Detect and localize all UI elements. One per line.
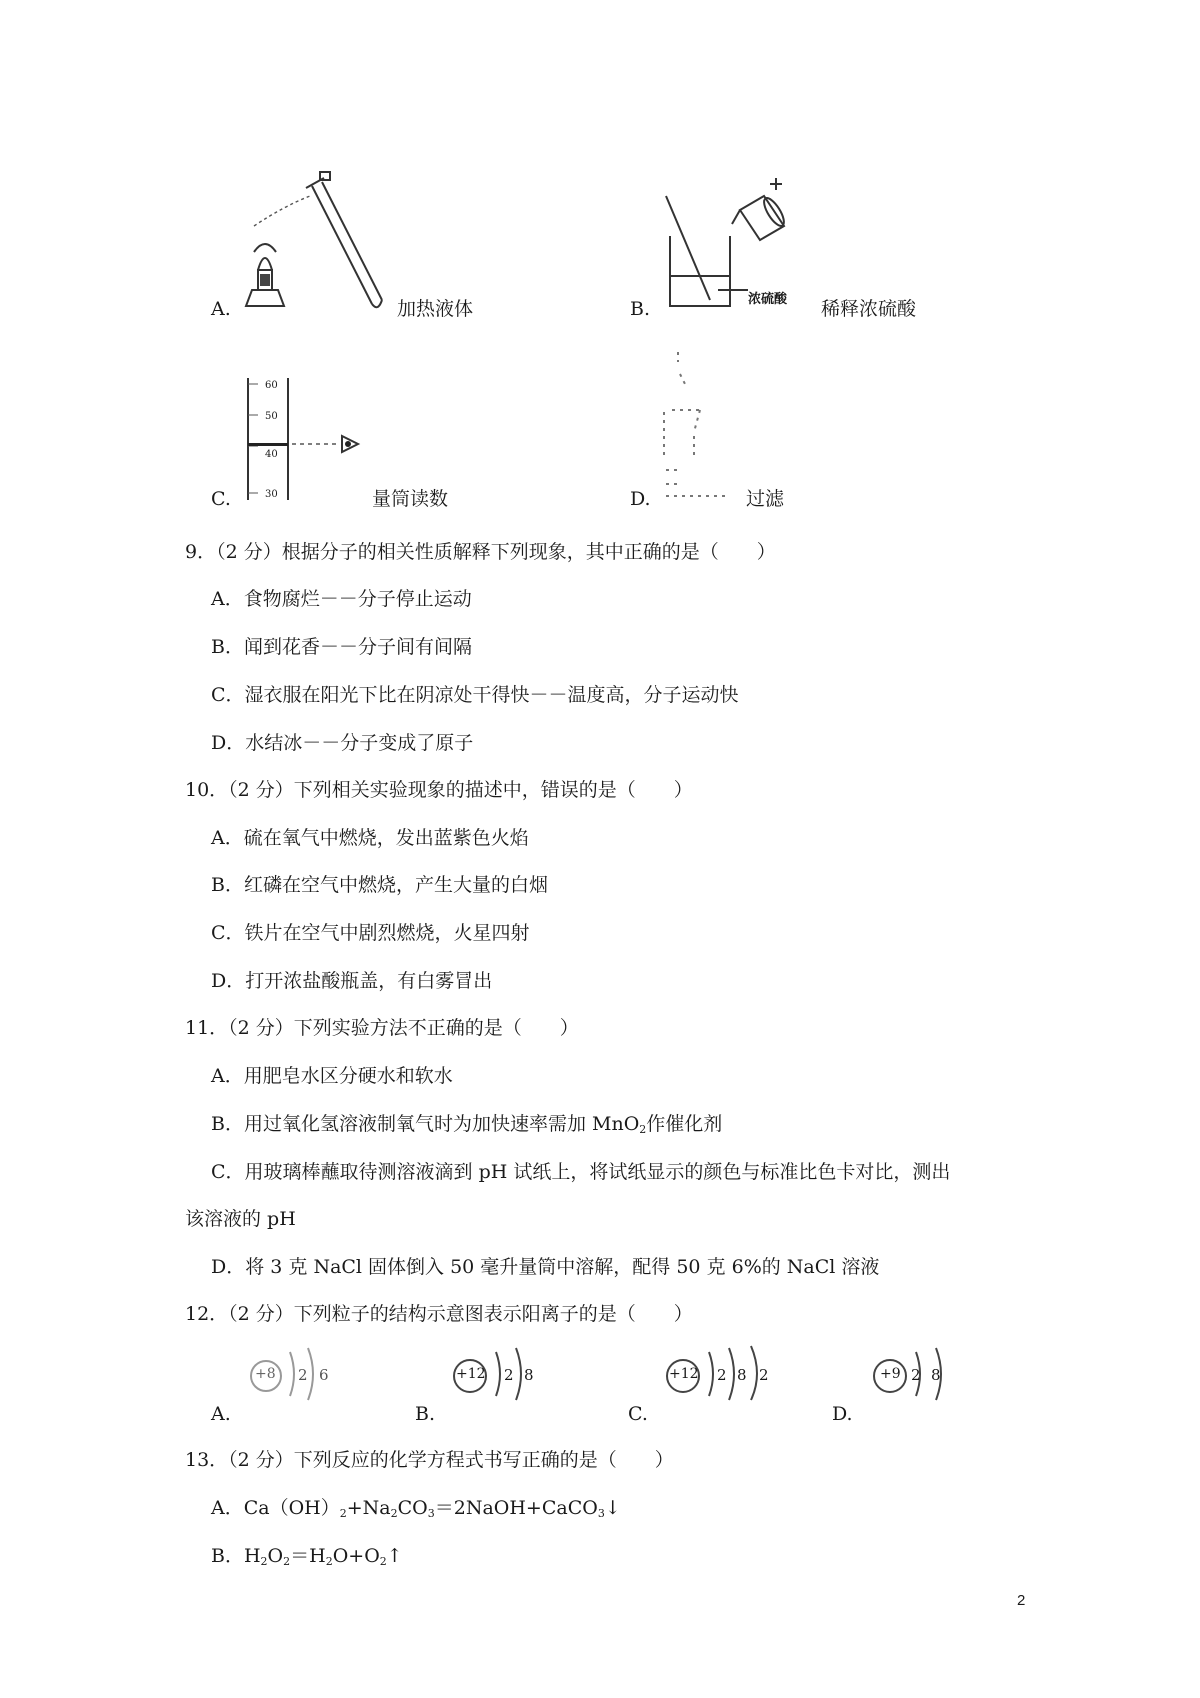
q11-option-a: A．用肥皂水区分硬水和软水 — [211, 1065, 453, 1087]
q10-option-b: B．红磷在空气中燃烧，产生大量的白烟 — [211, 874, 548, 896]
q12-d-shell-1: 2 — [911, 1366, 921, 1384]
q12-option-b-letter: B. — [415, 1403, 436, 1425]
q11-option-d: D．将 3 克 NaCl 固体倒入 50 毫升量筒中溶解，配得 50 克 6%的 NaCl 溶液 — [211, 1256, 880, 1278]
graduated-cylinder-reading-illustration — [244, 378, 384, 503]
q12-a-shell-2: 6 — [319, 1366, 329, 1384]
heating-liquid-illustration — [244, 166, 394, 316]
q12-option-a-letter: A. — [211, 1403, 231, 1425]
q12-c-shell-2: 8 — [737, 1366, 747, 1384]
q13-option-a: A．$Ca(OH)_2+Na_2CO_3=2NaOH+CaCO_3↓$ — [211, 1497, 621, 1520]
q8-option-d-letter: D. — [630, 488, 651, 510]
cylinder-scale-50: 50 — [265, 411, 278, 422]
q8-option-a-letter: A. — [211, 298, 231, 320]
q13-stem: 13．（2 分）下列反应的化学方程式书写正确的是（ ） — [185, 1449, 674, 1471]
q8-option-a-caption: 加热液体 — [397, 298, 474, 320]
q12-d-nucleus: +9 — [880, 1366, 901, 1382]
q9-option-c: C．湿衣服在阳光下比在阴凉处干得快－－温度高，分子运动快 — [211, 684, 739, 706]
cylinder-scale-40: 40 — [265, 449, 278, 460]
q8-option-c-letter: C. — [211, 488, 231, 510]
q9-stem: 9．（2 分）根据分子的相关性质解释下列现象，其中正确的是（ ） — [185, 541, 776, 563]
q10-option-a: A．硫在氧气中燃烧，发出蓝紫色火焰 — [211, 827, 529, 849]
q12-d-shell-2: 8 — [931, 1366, 941, 1384]
cylinder-scale-60: 60 — [265, 380, 278, 391]
q12-option-c-letter: C. — [628, 1403, 648, 1425]
q10-stem: 10．（2 分）下列相关实验现象的描述中，错误的是（ ） — [185, 779, 693, 801]
page-number: 2 — [1017, 1592, 1026, 1609]
q12-stem: 12．（2 分）下列粒子的结构示意图表示阳离子的是（ ） — [185, 1303, 693, 1325]
q12-b-shell-1: 2 — [504, 1366, 514, 1384]
q11-stem: 11．（2 分）下列实验方法不正确的是（ ） — [185, 1017, 579, 1039]
q10-option-c: C．铁片在空气中剧烈燃烧，火星四射 — [211, 922, 530, 944]
q8-option-d-caption: 过滤 — [746, 488, 785, 510]
filtration-illustration — [660, 352, 740, 502]
q12-b-shell-2: 8 — [524, 1366, 534, 1384]
q11-option-c: C．用玻璃棒蘸取待测溶液滴到 pH 试纸上，将试纸显示的颜色与标准比色卡对比，测出 — [211, 1161, 951, 1183]
q9-option-d: D．水结冰－－分子变成了原子 — [211, 732, 474, 754]
q9-option-b: B．闻到花香－－分子间有间隔 — [211, 636, 472, 658]
cylinder-scale-30: 30 — [265, 489, 278, 500]
dilute-sulfuric-acid-illustration — [660, 176, 830, 316]
q11-option-b: B．用过氧化氢溶液制氧气时为加快速率需加 MnO$_2$作催化剂 — [211, 1113, 723, 1136]
q9-option-a: A．食物腐烂－－分子停止运动 — [211, 588, 472, 610]
q12-c-shell-1: 2 — [717, 1366, 727, 1384]
q12-c-nucleus: +12 — [669, 1366, 699, 1382]
q12-a-nucleus: +8 — [255, 1366, 276, 1382]
concentrated-acid-label: 浓硫酸 — [748, 292, 788, 307]
q12-a-shell-1: 2 — [298, 1366, 308, 1384]
q11-option-c-continued: 该溶液的 pH — [185, 1208, 296, 1230]
q10-option-d: D．打开浓盐酸瓶盖，有白雾冒出 — [211, 970, 493, 992]
q8-option-c-caption: 量筒读数 — [372, 488, 449, 510]
q12-c-shell-3: 2 — [759, 1366, 769, 1384]
q8-option-b-letter: B. — [630, 298, 651, 320]
q12-option-d-letter: D. — [832, 1403, 853, 1425]
q12-b-nucleus: +12 — [456, 1366, 486, 1382]
q13-option-b: B．$H_2O_2=H_2O+O_2↑$ — [211, 1545, 403, 1568]
q8-option-b-caption: 稀释浓硫酸 — [821, 298, 917, 320]
